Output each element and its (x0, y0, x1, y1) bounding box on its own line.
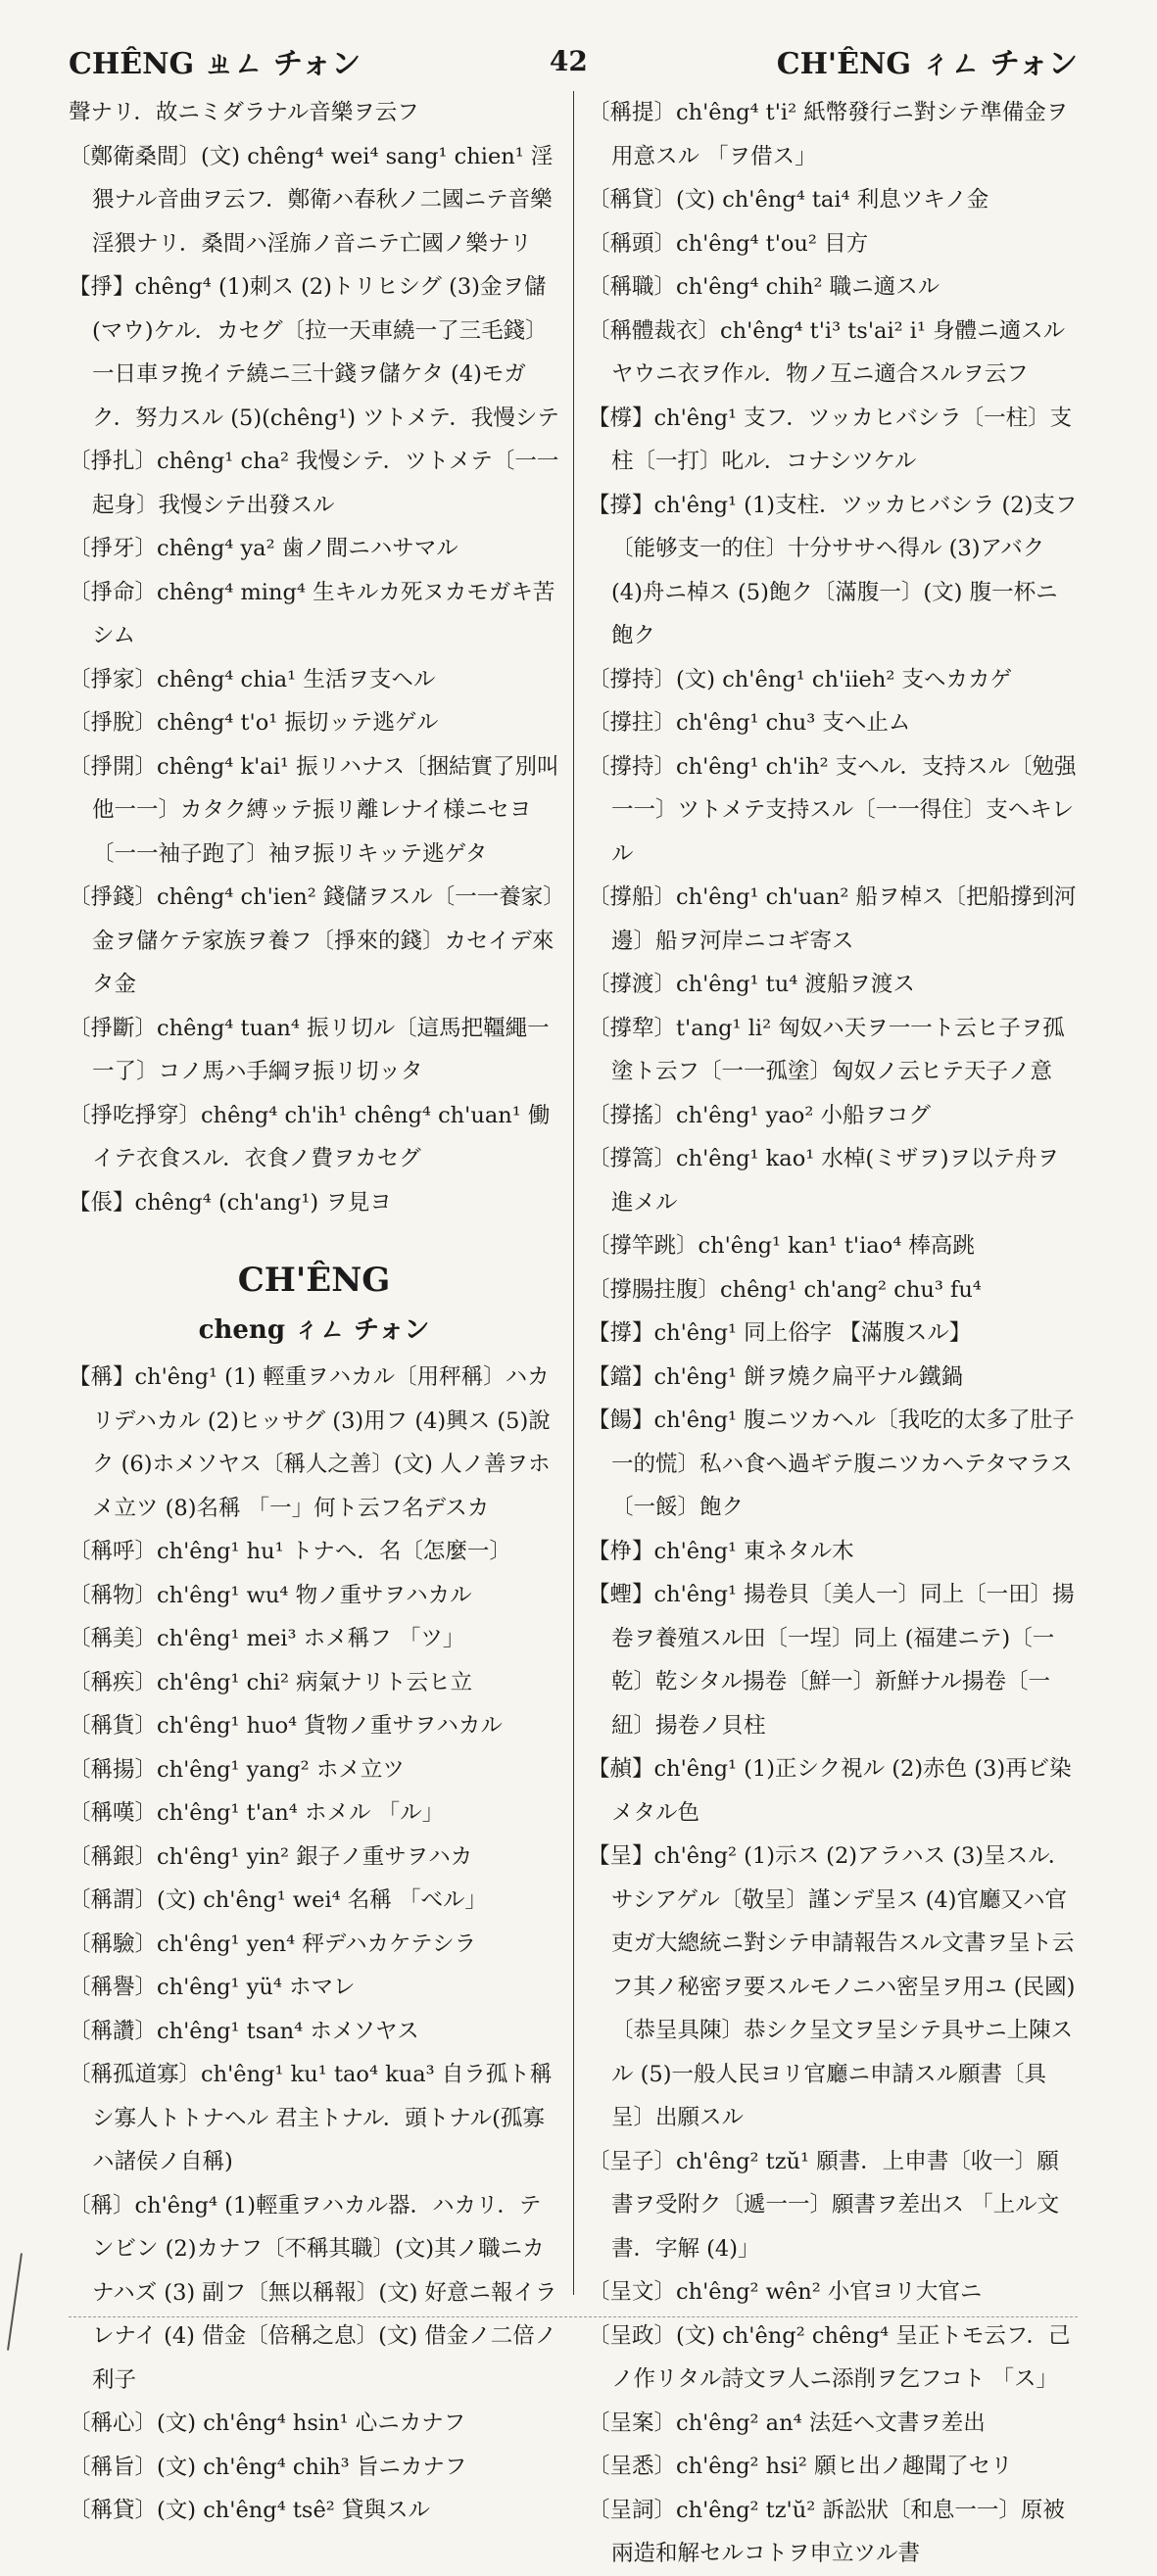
dictionary-entry: 〔呈詞〕ch'êng² tz'ŭ² 訴訟狀〔和息一一〕原被兩造和解セルコトヲ申立ツル書 (588, 2497, 1065, 2566)
dictionary-entry: 〔稱疾〕ch'êng¹ chi² 病氣ナリト云ヒ立 (69, 1669, 473, 1695)
dictionary-entry: 【餳】ch'êng¹ 腹ニツカヘル〔我吃的太多了肚子一的慌〕私ハ食ヘ過ギテ腹ニツカヘテタマラス〔一餒〕飽ク (588, 1407, 1075, 1520)
dictionary-entry: 〔掙牙〕chêng⁴ ya² 歯ノ間ニハサマル (69, 536, 458, 561)
dictionary-entry: 〔撐搖〕ch'êng¹ yao² 小船ヲコグ (588, 1102, 932, 1128)
dictionary-entry: 〔呈政〕(文) ch'êng² chêng⁴ 呈正トモ云フ．己ノ作リタル詩文ヲ人ニ添削ヲ乞フコト 「ス」 (588, 2322, 1071, 2392)
dictionary-entry: 〔稱嘆〕ch'êng¹ t'an⁴ ホメル 「ル」 (69, 1800, 445, 1826)
dictionary-entry: 〔稱〕ch'êng⁴ (1)輕重ヲハカル器．ハカリ．テンビン (2)カナフ〔不稱其職〕(文)其ノ職ニカナハズ (3) 副フ〔無以稱報〕(文) 好意ニ報イラレナイ (4) 借金〔倍稱之息〕(文) 借金ノ二倍ノ利子 (69, 2192, 557, 2393)
dictionary-page (69, 37, 1078, 2566)
dictionary-entry: 【赬】ch'êng¹ (1)正シク視ル (2)赤色 (3)再ビ染メタル色 (588, 1756, 1072, 1826)
dictionary-entry: 〔稱謂〕(文) ch'êng¹ wei⁴ 名稱 「べル」 (69, 1887, 487, 1913)
page-number: 42 (549, 44, 588, 77)
dictionary-entry: 〔掙扎〕chêng¹ cha² 我慢シテ．ツトメテ〔一一起身〕我慢シテ出發スル (69, 449, 559, 518)
dictionary-entry: 【呈】ch'êng² (1)示ス (2)アラハス (3)呈スル．サシアゲル〔敬呈〕謹ンデ呈ス (4)官廳又ハ官吏ガ大總統ニ對シテ申請報告スル文書ヲ呈ト云フ其ノ秘密ヲ要スルモノニハ密呈ヲ用ユ (民國)〔恭呈具陳〕恭シク呈文ヲ呈シテ具サニ上陳スル (5)一般人民ヨリ官廳ニ申請スル願書〔具呈〕出願スル (588, 1843, 1076, 2130)
dictionary-entry: 〔撐拄〕ch'êng¹ chu³ 支ヘ止ム (588, 710, 911, 736)
dictionary-entry: 【撐】ch'êng¹ (1)支柱．ツッカヒバシラ (2)支フ〔能够支一的住〕十分ササヘ得ル (3)アバク (4)舟ニ棹ス (5)飽ク〔滿腹一〕(文) 腹一杯ニ飽ク (588, 492, 1078, 648)
running-head-right: CH'ÊNG ㄔㄥ チォン (776, 47, 1078, 81)
dictionary-entry: 【稱】ch'êng¹ (1) 輕重ヲハカル〔用秤稱〕ハカリデハカル (2)ヒッサグ (3)用フ (4)興ス (5)說ク (6)ホメソヤス〔稱人之善〕(文) 人ノ善ヲホメ立ツ (8)名稱 「一」何ト云フ名デスカ (69, 1364, 551, 1521)
dictionary-entry: 〔撐船〕ch'êng¹ ch'uan² 船ヲ棹ス〔把船撐到河邊〕船ヲ河岸ニコギ寄ス (588, 884, 1077, 954)
dictionary-entry: 〔掙錢〕chêng⁴ ch'ien² 錢儲ヲスル〔一一養家〕金ヲ儲ケテ家族ヲ養フ〔掙來的錢〕カセイデ來タ金 (69, 884, 554, 997)
dictionary-entry: 〔呈案〕ch'êng² an⁴ 法廷ヘ文書ヲ差出 (588, 2409, 986, 2436)
dictionary-entry: 〔稱譽〕ch'êng¹ yü⁴ ホマレ (69, 1975, 356, 2000)
dictionary-entry: 〔撐篙〕ch'êng¹ kao¹ 水棹(ミザヲ)ヲ以テ舟ヲ進メル (588, 1146, 1059, 1216)
dictionary-entry: 〔呈悉〕ch'êng² hsi² 願ヒ出ノ趣聞了セリ (588, 2454, 1013, 2479)
dictionary-entry: 【蟶】ch'êng¹ 揚卷貝〔美人一〕同上〔一田〕揚卷ヲ養殖スル田〔一埕〕同上 (福建ニテ)〔一乾〕乾シタル揚卷〔鮮一〕新鮮ナル揚卷〔一紐〕揚卷ノ貝柱 (588, 1582, 1075, 1739)
dictionary-entry: 〔撐腸拄腹〕chêng¹ ch'ang² chu³ fu⁴ (588, 1276, 982, 1303)
dictionary-entry: 〔稱銀〕ch'êng¹ yin² 銀子ノ重サヲハカ (69, 1843, 473, 1870)
dictionary-entry: 【倀】chêng⁴ (ch'ang¹) ヲ見ヨ (69, 1189, 392, 1216)
dictionary-entry: 【棦】ch'êng¹ 東ネタル木 (588, 1538, 854, 1564)
dictionary-entry: 【撐】ch'êng¹ 同上俗字 【滿腹スル】 (588, 1320, 972, 1346)
dictionary-entry: 〔稱貸〕(文) ch'êng⁴ tai⁴ 利息ツキノ金 (588, 187, 989, 213)
dictionary-entry: 〔稱美〕ch'êng¹ mei³ ホメ稱フ 「ツ」 (69, 1626, 465, 1651)
dictionary-entry: 〔呈文〕ch'êng² wên² 小官ヨリ大官ニ (588, 2279, 983, 2305)
dictionary-entry: 〔掙脫〕chêng⁴ t'o¹ 振切ッテ逃ゲル (69, 710, 439, 736)
dictionary-entry: 〔掙吃掙穿〕chêng⁴ ch'ih¹ chêng⁴ ch'uan¹ 働イテ衣食スル．衣食ノ費ヲカセグ (69, 1102, 551, 1171)
running-head (69, 37, 1078, 84)
dictionary-entry: 〔鄭衛桑間〕(文) chêng⁴ wei⁴ sang¹ chien¹ 淫猥ナル音曲ヲ云フ．鄭衛ハ春秋ノ二國ニテ音樂淫猥ナリ．桑間ハ淫旆ノ音ニテ亡國ノ樂ナリ (69, 143, 554, 257)
dictionary-entry: 〔掙命〕chêng⁴ ming⁴ 生キルカ死ヌカモガキ苦シム (69, 579, 555, 648)
dictionary-entry: 〔稱體裁衣〕ch'êng⁴ t'i³ ts'ai² i¹ 身體ニ適スルヤウニ衣ヲ作ル．物ノ互ニ適合スルヲ云フ (588, 317, 1066, 387)
dictionary-entry: 〔撐犂〕t'ang¹ li² 匈奴ハ天ヲ一一ト云ヒ子ヲ孤塗ト云フ〔一一孤塗〕匈奴ノ云ヒテ天子ノ意 (588, 1015, 1065, 1084)
left-column (69, 91, 573, 2523)
dictionary-entry: 〔掙家〕chêng⁴ chia¹ 生活ヲ支ヘル (69, 666, 436, 692)
dictionary-entry: 聲ナリ．故ニミダラナル音樂ヲ云フ (69, 100, 419, 125)
dictionary-entry: 〔稱讚〕ch'êng¹ tsan⁴ ホメソヤス (69, 2018, 419, 2044)
dictionary-entry: 〔撐竿跳〕ch'êng¹ kan¹ t'iao⁴ 棒高跳 (588, 1233, 975, 1259)
left-entries-2 (69, 1356, 559, 2533)
dictionary-entry: 〔稱貨〕ch'êng¹ huo⁴ 貨物ノ重サヲハカル (69, 1713, 503, 1739)
right-entries (588, 91, 1078, 2576)
dictionary-entry: 〔撐渡〕ch'êng¹ tu⁴ 渡船ヲ渡ス (588, 972, 915, 997)
dictionary-entry: 〔稱提〕ch'êng⁴ t'i² 紙幣發行ニ對シテ準備金ヲ用意スル 「ヲ借ス」 (588, 100, 1069, 169)
dictionary-entry: 〔撐持〕ch'êng¹ ch'ih² 支ヘル．支持スル〔勉强一一〕ツトメテ支持スル〔一一得住〕支ヘキレル (588, 753, 1077, 867)
dictionary-entry: 【掙】chêng⁴ (1)刺ス (2)トリヒシグ (3)金ヲ儲(マウ)ケル．カセグ〔拉一天車繞一了三毛錢〕一日車ヲ挽イテ繞ニ三十錢ヲ儲ケタ (4)モガク．努力スル (5)(chêng¹) ツトメテ．我慢シテ (69, 274, 559, 431)
dictionary-entry: 〔稱物〕ch'êng¹ wu⁴ 物ノ重サヲハカル (69, 1582, 472, 1608)
left-entries (69, 91, 559, 1224)
dictionary-entry: 【橕】ch'êng¹ 支フ．ツッカヒバシラ〔一柱〕支柱〔一打〕叱ル．コナシツケル (588, 405, 1073, 474)
right-column (573, 91, 1078, 2566)
section-subtitle: cheng ㄔㄥ チォン (198, 1315, 430, 1345)
margin-mark (7, 2253, 23, 2350)
dictionary-entry: 〔稱頭〕ch'êng⁴ t'ou² 目方 (588, 230, 869, 257)
dictionary-entry: 〔掙開〕chêng⁴ k'ai¹ 振リハナス〔捆結實了別叫他一一〕カタク縛ッテ振リ離レナイ様ニセヨ〔一一袖子跑了〕袖ヲ振リキッテ逃ゲタ (69, 753, 559, 867)
dictionary-entry: 〔稱職〕ch'êng⁴ chih² 職ニ適スル (588, 274, 940, 300)
dictionary-entry: 〔稱貸〕(文) ch'êng⁴ tsê² 貸與スル (69, 2498, 430, 2523)
dictionary-entry: 〔稱驗〕ch'êng¹ yen⁴ 秤デハカケテシラ (69, 1931, 477, 1957)
dictionary-entry: 〔稱心〕(文) ch'êng⁴ hsin¹ 心ニカナフ (69, 2410, 466, 2436)
dictionary-entry: 〔呈子〕ch'êng² tzŭ¹ 願書．上申書〔收一〕願書ヲ受附ク〔遞一一〕願書ヲ差出ス 「上ル文書．字解 (4)」 (588, 2148, 1060, 2262)
section-title: CH'ÊNG (237, 1261, 391, 1300)
dictionary-entry: 【鐺】ch'êng¹ 餅ヲ燒ク扁平ナル鐵鍋 (588, 1363, 964, 1390)
two-column-body (69, 91, 1078, 2566)
dictionary-entry: 〔稱孤道寡〕ch'êng¹ ku¹ tao⁴ kua³ 自ラ孤ト稱シ寡人トトナヘル 君主トナル．頭トナル(孤寡ハ諸侯ノ自稱) (69, 2062, 553, 2174)
dictionary-entry: 〔稱旨〕(文) ch'êng⁴ chih³ 旨ニカナフ (69, 2454, 467, 2480)
dictionary-entry: 〔撐持〕(文) ch'êng¹ ch'iieh² 支ヘカカゲ (588, 666, 1013, 692)
dictionary-entry: 〔稱呼〕ch'êng¹ hu¹ トナヘ．名〔怎麼一〕 (69, 1539, 511, 1564)
dictionary-entry: 〔稱揚〕ch'êng¹ yang² ホメ立ツ (69, 1756, 405, 1783)
running-head-left: CHÊNG ㄓㄥ チォン (69, 47, 362, 81)
bottom-rule (69, 2316, 1078, 2317)
dictionary-entry: 〔掙斷〕chêng⁴ tuan⁴ 振リ切ル〔這馬把韁繩一一了〕コノ馬ハ手綱ヲ振リ切ッタ (69, 1015, 550, 1084)
